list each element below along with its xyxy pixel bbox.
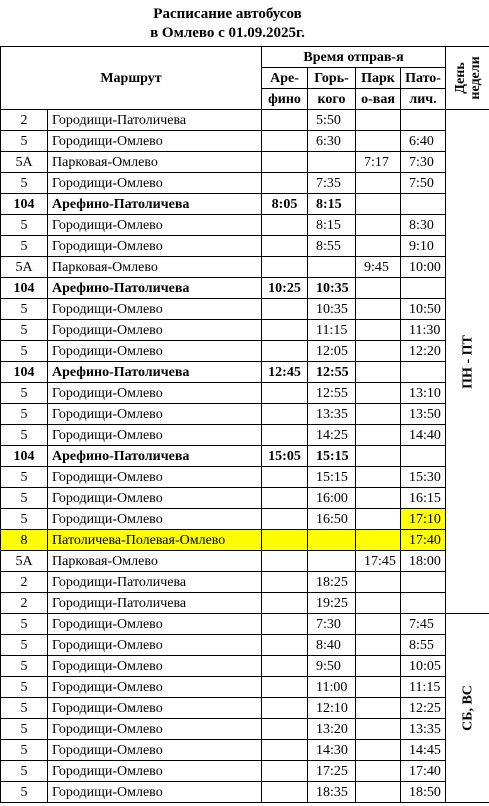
table-row <box>1 572 489 593</box>
route-header: Маршрут <box>1 47 262 110</box>
departure-time: 7:45 <box>401 614 446 635</box>
weekday-cell <box>446 110 489 614</box>
departure-time <box>401 593 446 614</box>
route-name: Парковая-Омлево <box>48 551 262 572</box>
departure-time <box>262 173 308 194</box>
departure-time <box>308 530 356 551</box>
departure-time: 10:25 <box>262 278 308 299</box>
departure-time <box>401 110 446 131</box>
route-number: 5 <box>1 173 48 194</box>
route-name: Городищи-Омлево <box>48 383 262 404</box>
departure-time: 17:25 <box>308 761 356 782</box>
departure-time: 8:30 <box>401 215 446 236</box>
departure-time <box>262 404 308 425</box>
route-number: 5 <box>1 488 48 509</box>
departure-time: 7:50 <box>401 173 446 194</box>
departure-time <box>356 572 401 593</box>
departure-time <box>356 656 401 677</box>
schedule-body <box>1 110 489 803</box>
departure-time: 14:25 <box>308 425 356 446</box>
departure-time: 17:10 <box>401 509 446 530</box>
stop-header-patolich-1: Пато- <box>401 68 446 89</box>
route-name: Городищи-Омлево <box>48 341 262 362</box>
departure-time: 6:30 <box>308 131 356 152</box>
departure-time: 18:50 <box>401 782 446 803</box>
departure-time: 10:50 <box>401 299 446 320</box>
table-row <box>1 215 489 236</box>
route-name: Городищи-Омлево <box>48 509 262 530</box>
route-number: 5 <box>1 131 48 152</box>
table-row <box>1 173 489 194</box>
departure-time <box>401 446 446 467</box>
departure-time <box>262 341 308 362</box>
departure-time <box>356 719 401 740</box>
departure-time <box>356 530 401 551</box>
departure-time <box>262 635 308 656</box>
table-row <box>1 194 489 215</box>
table-row <box>1 635 489 656</box>
table-row <box>1 131 489 152</box>
table-row <box>1 593 489 614</box>
departure-time: 8:55 <box>401 635 446 656</box>
departure-time: 15:15 <box>308 446 356 467</box>
departure-time <box>356 173 401 194</box>
table-row <box>1 299 489 320</box>
departure-time <box>356 278 401 299</box>
route-name: Городищи-Омлево <box>48 299 262 320</box>
departure-time: 16:00 <box>308 488 356 509</box>
day-header-line-2: недели <box>467 56 483 100</box>
departure-time <box>262 488 308 509</box>
departure-time: 12:25 <box>401 698 446 719</box>
departure-time <box>262 656 308 677</box>
departure-time: 13:50 <box>401 404 446 425</box>
route-number: 5 <box>1 698 48 719</box>
departure-time <box>262 467 308 488</box>
route-number: 2 <box>1 110 48 131</box>
departure-time: 11:15 <box>308 320 356 341</box>
weekend-cell <box>446 614 489 803</box>
route-name: Городищи-Патоличева <box>48 110 262 131</box>
route-number: 5 <box>1 656 48 677</box>
departure-time <box>308 551 356 572</box>
departure-time: 12:05 <box>308 341 356 362</box>
departure-time <box>262 530 308 551</box>
departure-time <box>262 425 308 446</box>
stop-header-parkovaya-1: Парк <box>356 68 401 89</box>
departure-time <box>356 341 401 362</box>
departure-time: 7:30 <box>308 614 356 635</box>
departure-time: 12:45 <box>262 362 308 383</box>
departure-time <box>356 698 401 719</box>
table-row <box>1 488 489 509</box>
route-number: 5 <box>1 215 48 236</box>
departure-time <box>262 257 308 278</box>
table-row <box>1 530 489 551</box>
departure-time: 15:15 <box>308 467 356 488</box>
departure-time: 14:45 <box>401 740 446 761</box>
table-row <box>1 257 489 278</box>
departure-time <box>356 299 401 320</box>
departure-time <box>262 572 308 593</box>
departure-time <box>262 110 308 131</box>
departure-time: 12:10 <box>308 698 356 719</box>
departure-time: 7:30 <box>401 152 446 173</box>
schedule-table <box>0 46 489 803</box>
table-row <box>1 425 489 446</box>
route-number: 5 <box>1 635 48 656</box>
table-row <box>1 446 489 467</box>
departure-time: 18:25 <box>308 572 356 593</box>
stop-header-arefino-1: Аре- <box>262 68 308 89</box>
departure-time <box>262 698 308 719</box>
departure-time: 11:30 <box>401 320 446 341</box>
route-number: 5 <box>1 677 48 698</box>
route-name: Городищи-Омлево <box>48 656 262 677</box>
departure-time <box>262 782 308 803</box>
departure-time <box>401 278 446 299</box>
departure-time <box>401 572 446 593</box>
departure-time <box>356 404 401 425</box>
departure-time: 14:30 <box>308 740 356 761</box>
table-row <box>1 152 489 173</box>
route-name: Парковая-Омлево <box>48 152 262 173</box>
route-name: Городищи-Омлево <box>48 215 262 236</box>
route-name: Городищи-Омлево <box>48 488 262 509</box>
departure-time: 8:15 <box>308 215 356 236</box>
table-row <box>1 383 489 404</box>
stop-header-gorkogo-2: кого <box>308 89 356 110</box>
route-number: 5 <box>1 425 48 446</box>
route-number: 104 <box>1 362 48 383</box>
schedule-title <box>0 0 455 46</box>
route-number: 104 <box>1 446 48 467</box>
departure-time: 12:55 <box>308 383 356 404</box>
departure-time <box>356 761 401 782</box>
route-name: Городищи-Патоличева <box>48 593 262 614</box>
departure-time: 16:15 <box>401 488 446 509</box>
table-row <box>1 320 489 341</box>
departure-time: 17:45 <box>356 551 401 572</box>
route-number: 104 <box>1 278 48 299</box>
route-number: 2 <box>1 572 48 593</box>
route-number: 5 <box>1 320 48 341</box>
route-number: 8 <box>1 530 48 551</box>
departure-time <box>356 488 401 509</box>
route-name: Городищи-Омлево <box>48 404 262 425</box>
departure-time <box>356 383 401 404</box>
departure-time: 19:25 <box>308 593 356 614</box>
table-row <box>1 341 489 362</box>
route-number: 5 <box>1 404 48 425</box>
departure-time: 12:55 <box>308 362 356 383</box>
departure-time <box>401 194 446 215</box>
departure-time <box>356 215 401 236</box>
departure-time: 10:35 <box>308 278 356 299</box>
departure-time <box>356 131 401 152</box>
route-number: 5 <box>1 761 48 782</box>
day-of-week-header <box>446 47 489 110</box>
departure-time <box>356 446 401 467</box>
departure-time <box>262 152 308 173</box>
departure-time <box>262 236 308 257</box>
table-row <box>1 551 489 572</box>
route-name: Парковая-Омлево <box>48 257 262 278</box>
departure-time: 9:45 <box>356 257 401 278</box>
route-name: Городищи-Омлево <box>48 698 262 719</box>
stop-header-arefino-2: фино <box>262 89 308 110</box>
departure-time: 16:50 <box>308 509 356 530</box>
table-row <box>1 782 489 803</box>
route-name: Городищи-Омлево <box>48 320 262 341</box>
departure-time <box>401 362 446 383</box>
table-row <box>1 677 489 698</box>
route-name: Городищи-Омлево <box>48 614 262 635</box>
departure-time: 13:10 <box>401 383 446 404</box>
departure-time: 17:40 <box>401 530 446 551</box>
table-row <box>1 509 489 530</box>
departure-time: 5:50 <box>308 110 356 131</box>
departure-time <box>356 740 401 761</box>
route-number: 5 <box>1 467 48 488</box>
departure-time <box>356 425 401 446</box>
departure-time: 13:20 <box>308 719 356 740</box>
departure-header: Время отправ-я <box>262 47 446 68</box>
departure-time: 17:40 <box>401 761 446 782</box>
route-number: 5А <box>1 551 48 572</box>
route-name: Городищи-Омлево <box>48 740 262 761</box>
title-line-2: в Омлево с 01.09.2025г. <box>150 25 305 41</box>
route-name: Городищи-Омлево <box>48 719 262 740</box>
departure-time <box>356 320 401 341</box>
departure-time: 12:20 <box>401 341 446 362</box>
departure-time: 10:00 <box>401 257 446 278</box>
day-header-line-1: День <box>452 62 468 94</box>
departure-time <box>308 257 356 278</box>
route-number: 5 <box>1 719 48 740</box>
departure-time: 8:15 <box>308 194 356 215</box>
departure-time: 9:10 <box>401 236 446 257</box>
weekday-cell-label: ПН - ПТ <box>460 334 476 389</box>
departure-time: 7:35 <box>308 173 356 194</box>
departure-time: 11:15 <box>401 677 446 698</box>
departure-time: 18:35 <box>308 782 356 803</box>
departure-time: 8:05 <box>262 194 308 215</box>
departure-time: 13:35 <box>308 404 356 425</box>
table-row <box>1 656 489 677</box>
departure-time <box>262 740 308 761</box>
departure-time <box>308 152 356 173</box>
table-row <box>1 614 489 635</box>
departure-time: 9:50 <box>308 656 356 677</box>
departure-time: 18:00 <box>401 551 446 572</box>
departure-time <box>262 677 308 698</box>
departure-time <box>262 614 308 635</box>
departure-time <box>356 194 401 215</box>
departure-time <box>356 614 401 635</box>
table-row <box>1 740 489 761</box>
route-name: Патоличева-Полевая-Омлево <box>48 530 262 551</box>
route-name: Арефино-Патоличева <box>48 278 262 299</box>
route-name: Городищи-Омлево <box>48 761 262 782</box>
route-name: Арефино-Патоличева <box>48 446 262 467</box>
departure-time <box>262 509 308 530</box>
route-name: Городищи-Омлево <box>48 782 262 803</box>
departure-time: 15:30 <box>401 467 446 488</box>
route-number: 5 <box>1 740 48 761</box>
departure-time: 10:05 <box>401 656 446 677</box>
route-name: Городищи-Омлево <box>48 425 262 446</box>
departure-time <box>356 677 401 698</box>
stop-header-parkovaya-2: о-вая <box>356 89 401 110</box>
departure-time: 13:35 <box>401 719 446 740</box>
departure-time <box>356 509 401 530</box>
route-number: 5 <box>1 614 48 635</box>
departure-time <box>262 761 308 782</box>
departure-time <box>356 362 401 383</box>
departure-time <box>262 383 308 404</box>
route-number: 5 <box>1 299 48 320</box>
route-name: Городищи-Омлево <box>48 236 262 257</box>
table-row <box>1 698 489 719</box>
route-name: Арефино-Патоличева <box>48 194 262 215</box>
route-number: 5 <box>1 341 48 362</box>
route-name: Арефино-Патоличева <box>48 362 262 383</box>
route-name: Городищи-Омлево <box>48 131 262 152</box>
route-number: 5 <box>1 509 48 530</box>
route-number: 5 <box>1 782 48 803</box>
route-number: 104 <box>1 194 48 215</box>
route-number: 2 <box>1 593 48 614</box>
route-name: Городищи-Патоличева <box>48 572 262 593</box>
departure-time <box>356 467 401 488</box>
route-number: 5 <box>1 383 48 404</box>
table-row <box>1 278 489 299</box>
title-line-1: Расписание автобусов <box>153 6 302 22</box>
stop-header-patolich-2: лич. <box>401 89 446 110</box>
stop-header-gorkogo-1: Горь- <box>308 68 356 89</box>
departure-time <box>262 719 308 740</box>
table-row <box>1 467 489 488</box>
route-number: 5 <box>1 236 48 257</box>
departure-time <box>356 593 401 614</box>
departure-time: 15:05 <box>262 446 308 467</box>
route-name: Городищи-Омлево <box>48 173 262 194</box>
table-row <box>1 719 489 740</box>
departure-time <box>262 320 308 341</box>
departure-time <box>262 131 308 152</box>
departure-time: 8:55 <box>308 236 356 257</box>
route-number: 5А <box>1 257 48 278</box>
route-number: 5А <box>1 152 48 173</box>
table-row <box>1 362 489 383</box>
table-row <box>1 110 489 131</box>
departure-time <box>262 593 308 614</box>
table-row <box>1 404 489 425</box>
departure-time: 7:17 <box>356 152 401 173</box>
departure-time <box>356 635 401 656</box>
departure-time: 11:00 <box>308 677 356 698</box>
route-name: Городищи-Омлево <box>48 635 262 656</box>
departure-time <box>262 299 308 320</box>
table-row <box>1 236 489 257</box>
departure-time <box>262 215 308 236</box>
departure-time: 10:35 <box>308 299 356 320</box>
departure-time: 8:40 <box>308 635 356 656</box>
route-name: Городищи-Омлево <box>48 677 262 698</box>
departure-time <box>356 782 401 803</box>
departure-time <box>356 110 401 131</box>
table-row <box>1 761 489 782</box>
departure-time: 6:40 <box>401 131 446 152</box>
weekend-cell-label: СБ, ВС <box>460 685 476 731</box>
departure-time <box>262 551 308 572</box>
departure-time: 14:40 <box>401 425 446 446</box>
route-name: Городищи-Омлево <box>48 467 262 488</box>
departure-time <box>356 236 401 257</box>
